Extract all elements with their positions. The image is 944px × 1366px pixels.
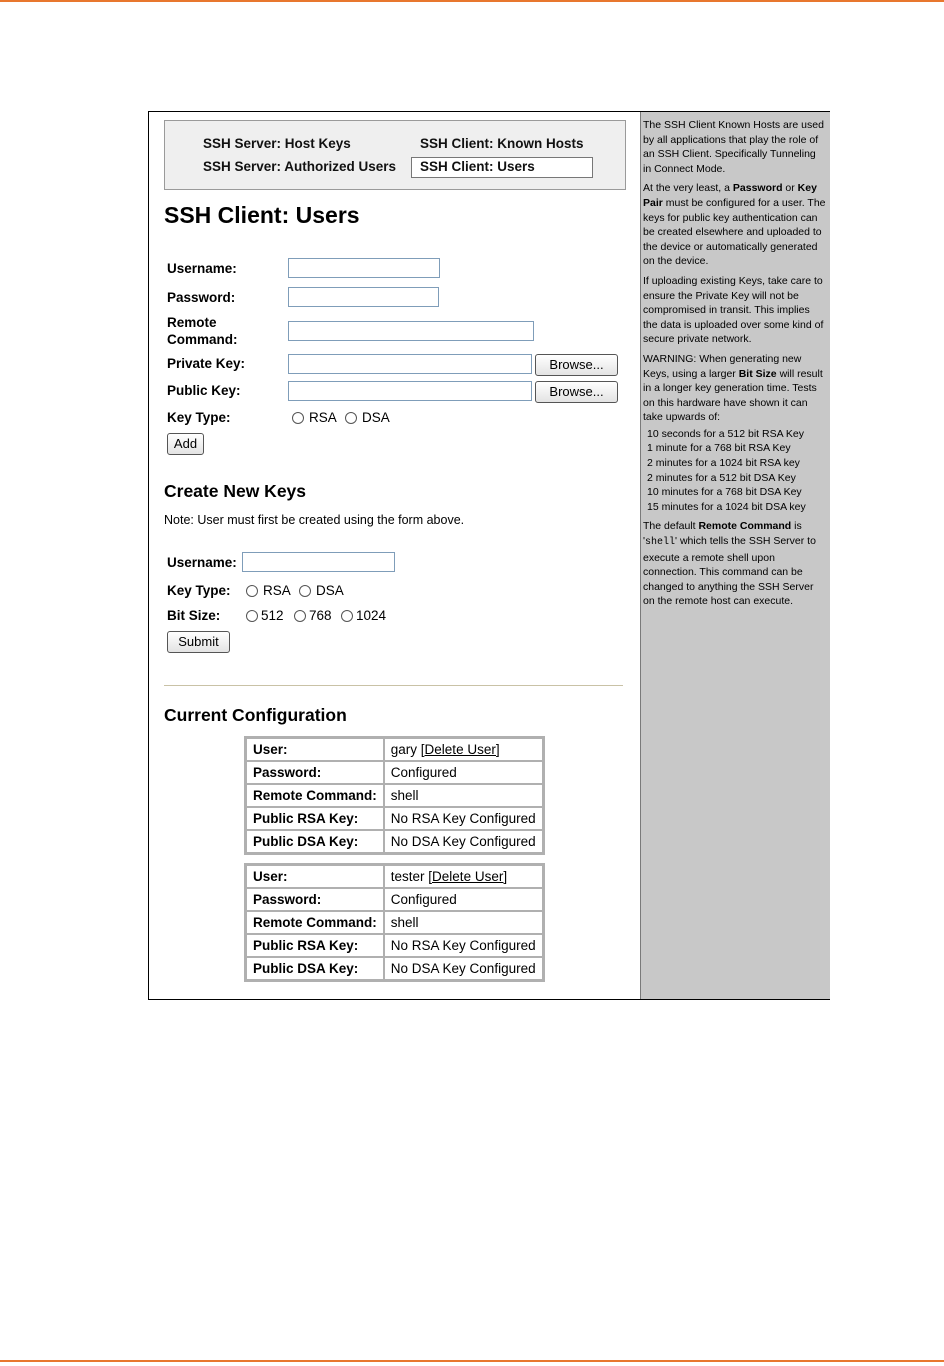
list-item: 1 minute for a 768 bit RSA Key bbox=[647, 442, 791, 455]
public-rsa-key-cell: Public RSA Key: bbox=[246, 807, 384, 830]
remote-command-value-cell: shell bbox=[384, 784, 543, 807]
create-key-type-dsa-label: DSA bbox=[316, 583, 344, 598]
table-row bbox=[246, 911, 543, 934]
table-row bbox=[246, 934, 543, 957]
current-configuration-heading: Current Configuration bbox=[164, 705, 347, 725]
create-key-type-rsa-radio[interactable] bbox=[246, 585, 258, 597]
list-item: 2 minutes for a 1024 bit RSA key bbox=[647, 457, 800, 470]
help-text: At the very least, a bbox=[643, 182, 733, 195]
password-key-cell: Password: bbox=[246, 761, 384, 784]
public-rsa-value-cell: No RSA Key Configured bbox=[384, 934, 543, 957]
bit-size-1024-label: 1024 bbox=[356, 608, 387, 623]
key-type-dsa-radio[interactable] bbox=[345, 412, 357, 424]
submit-button[interactable]: Submit bbox=[167, 631, 230, 653]
create-key-type-rsa-label: RSA bbox=[263, 583, 291, 598]
help-text: ' which tells the SSH Server to execute a remote shell upon connection. This command can be changed to anything the SSH Server on the remote host can execute. bbox=[643, 535, 816, 608]
public-dsa-key-cell: Public DSA Key: bbox=[246, 830, 384, 853]
help-paragraph-credentials bbox=[643, 181, 826, 269]
remote-command-label-line1: Remote bbox=[167, 315, 217, 330]
remote-command-input[interactable] bbox=[288, 321, 534, 341]
help-text: is ' bbox=[643, 520, 802, 548]
private-key-label: Private Key: bbox=[167, 356, 246, 371]
create-username-input[interactable] bbox=[242, 552, 395, 572]
bit-size-label: Bit Size: bbox=[167, 608, 221, 623]
private-key-browse-button[interactable]: Browse... bbox=[535, 354, 618, 376]
help-text: will result in a longer key generation time. Tests on this hardware have shown it can take upwards of: bbox=[643, 367, 823, 424]
key-type-rsa-radio[interactable] bbox=[292, 412, 304, 424]
password-key-cell: Password: bbox=[246, 888, 384, 911]
page-title: SSH Client: Users bbox=[164, 202, 360, 228]
help-paragraph-known-hosts: The SSH Client Known Hosts are used by all applications that play the role of an SSH Client. Specifically Tunneling in Connect Mode. bbox=[643, 119, 824, 175]
password-input[interactable] bbox=[288, 287, 439, 307]
user-config-table-gary bbox=[244, 736, 545, 855]
bit-size-768-label: 768 bbox=[309, 608, 332, 623]
help-text: or bbox=[782, 182, 798, 195]
section-divider bbox=[164, 685, 623, 686]
table-row bbox=[246, 761, 543, 784]
key-type-dsa-label: DSA bbox=[362, 410, 390, 425]
password-value-cell: Configured bbox=[384, 888, 543, 911]
public-rsa-key-cell: Public RSA Key: bbox=[246, 934, 384, 957]
user-value-cell bbox=[384, 738, 543, 761]
user-config-table-tester bbox=[244, 863, 545, 982]
delete-user-link[interactable]: [Delete User] bbox=[428, 869, 508, 884]
remote-command-key-cell: Remote Command: bbox=[246, 911, 384, 934]
help-bold-bit-size: Bit Size bbox=[738, 367, 777, 380]
table-row bbox=[246, 865, 543, 888]
public-key-label: Public Key: bbox=[167, 383, 241, 398]
username-label: Username: bbox=[167, 261, 237, 276]
create-new-keys-heading: Create New Keys bbox=[164, 481, 307, 501]
config-page-frame bbox=[148, 111, 830, 1000]
public-key-file-input[interactable] bbox=[288, 381, 532, 401]
private-key-file-input[interactable] bbox=[288, 354, 532, 374]
nav-ssh-client-known-hosts[interactable]: SSH Client: Known Hosts bbox=[420, 136, 584, 151]
help-bold-key-pair: Key Pair bbox=[643, 182, 817, 209]
public-rsa-value-cell: No RSA Key Configured bbox=[384, 807, 543, 830]
user-name: tester bbox=[390, 869, 425, 884]
create-key-type-dsa-radio[interactable] bbox=[299, 585, 311, 597]
create-keys-note: Note: User must first be created using the form above. bbox=[164, 513, 465, 527]
user-key-cell: User: bbox=[246, 738, 384, 761]
bit-size-1024-radio[interactable] bbox=[341, 610, 353, 622]
table-row bbox=[246, 830, 543, 853]
list-item: 2 minutes for a 512 bit DSA Key bbox=[647, 471, 796, 484]
bit-size-512-label: 512 bbox=[261, 608, 284, 623]
help-mono-shell: shell bbox=[645, 537, 676, 549]
key-generation-timings bbox=[641, 427, 830, 515]
bottom-accent-rule bbox=[0, 1360, 944, 1362]
remote-command-value-cell: shell bbox=[384, 911, 543, 934]
help-paragraph-remote-command bbox=[643, 519, 826, 609]
help-text: The default bbox=[643, 520, 699, 533]
table-row bbox=[246, 738, 543, 761]
public-dsa-value-cell: No DSA Key Configured bbox=[384, 957, 543, 980]
key-type-rsa-label: RSA bbox=[309, 410, 337, 425]
list-item: 10 minutes for a 768 bit DSA Key bbox=[647, 486, 802, 499]
nav-ssh-client-users[interactable]: SSH Client: Users bbox=[420, 159, 535, 174]
table-row bbox=[246, 784, 543, 807]
user-name: gary bbox=[390, 742, 418, 757]
help-paragraph-upload: If uploading existing Keys, take care to ensure the Private Key will not be compromised in transit. This implies the data is uploaded over some kind of secure private network. bbox=[643, 274, 824, 346]
public-dsa-key-cell: Public DSA Key: bbox=[246, 957, 384, 980]
public-key-browse-button[interactable]: Browse... bbox=[535, 381, 618, 403]
password-value-cell: Configured bbox=[384, 761, 543, 784]
help-text: WARNING: When generating new Keys, using a larger bbox=[643, 352, 802, 380]
table-row bbox=[246, 957, 543, 980]
nav-ssh-server-authorized-users[interactable]: SSH Server: Authorized Users bbox=[203, 159, 397, 174]
table-row bbox=[246, 807, 543, 830]
list-item: 15 minutes for a 1024 bit DSA key bbox=[647, 500, 806, 513]
nav-ssh-server-host-keys[interactable]: SSH Server: Host Keys bbox=[203, 136, 351, 151]
main-panel bbox=[149, 112, 640, 999]
table-row bbox=[246, 888, 543, 911]
list-item: 10 seconds for a 512 bit RSA Key bbox=[647, 427, 805, 440]
bit-size-768-radio[interactable] bbox=[294, 610, 306, 622]
add-button[interactable]: Add bbox=[167, 433, 204, 455]
top-accent-rule bbox=[0, 0, 944, 2]
user-value-cell bbox=[384, 865, 543, 888]
help-paragraph-warning bbox=[643, 352, 826, 425]
help-sidebar bbox=[640, 112, 830, 999]
nav-box bbox=[164, 120, 626, 190]
create-key-type-label: Key Type: bbox=[167, 583, 231, 598]
password-label: Password: bbox=[167, 290, 236, 305]
user-key-cell: User: bbox=[246, 865, 384, 888]
delete-user-link[interactable]: [Delete User] bbox=[420, 742, 500, 757]
key-type-label: Key Type: bbox=[167, 410, 231, 425]
remote-command-label-line2: Command: bbox=[167, 332, 238, 347]
help-bold-remote-command: Remote Command bbox=[698, 520, 792, 533]
public-dsa-value-cell: No DSA Key Configured bbox=[384, 830, 543, 853]
username-input[interactable] bbox=[288, 258, 440, 278]
create-username-label: Username: bbox=[167, 555, 237, 570]
help-text: must be configured for a user. The keys for public key authentication can be created elsewhere and uploaded to the device or automatically generated on the device. bbox=[643, 196, 826, 268]
remote-command-key-cell: Remote Command: bbox=[246, 784, 384, 807]
bit-size-512-radio[interactable] bbox=[246, 610, 258, 622]
help-bold-password: Password bbox=[732, 182, 783, 195]
